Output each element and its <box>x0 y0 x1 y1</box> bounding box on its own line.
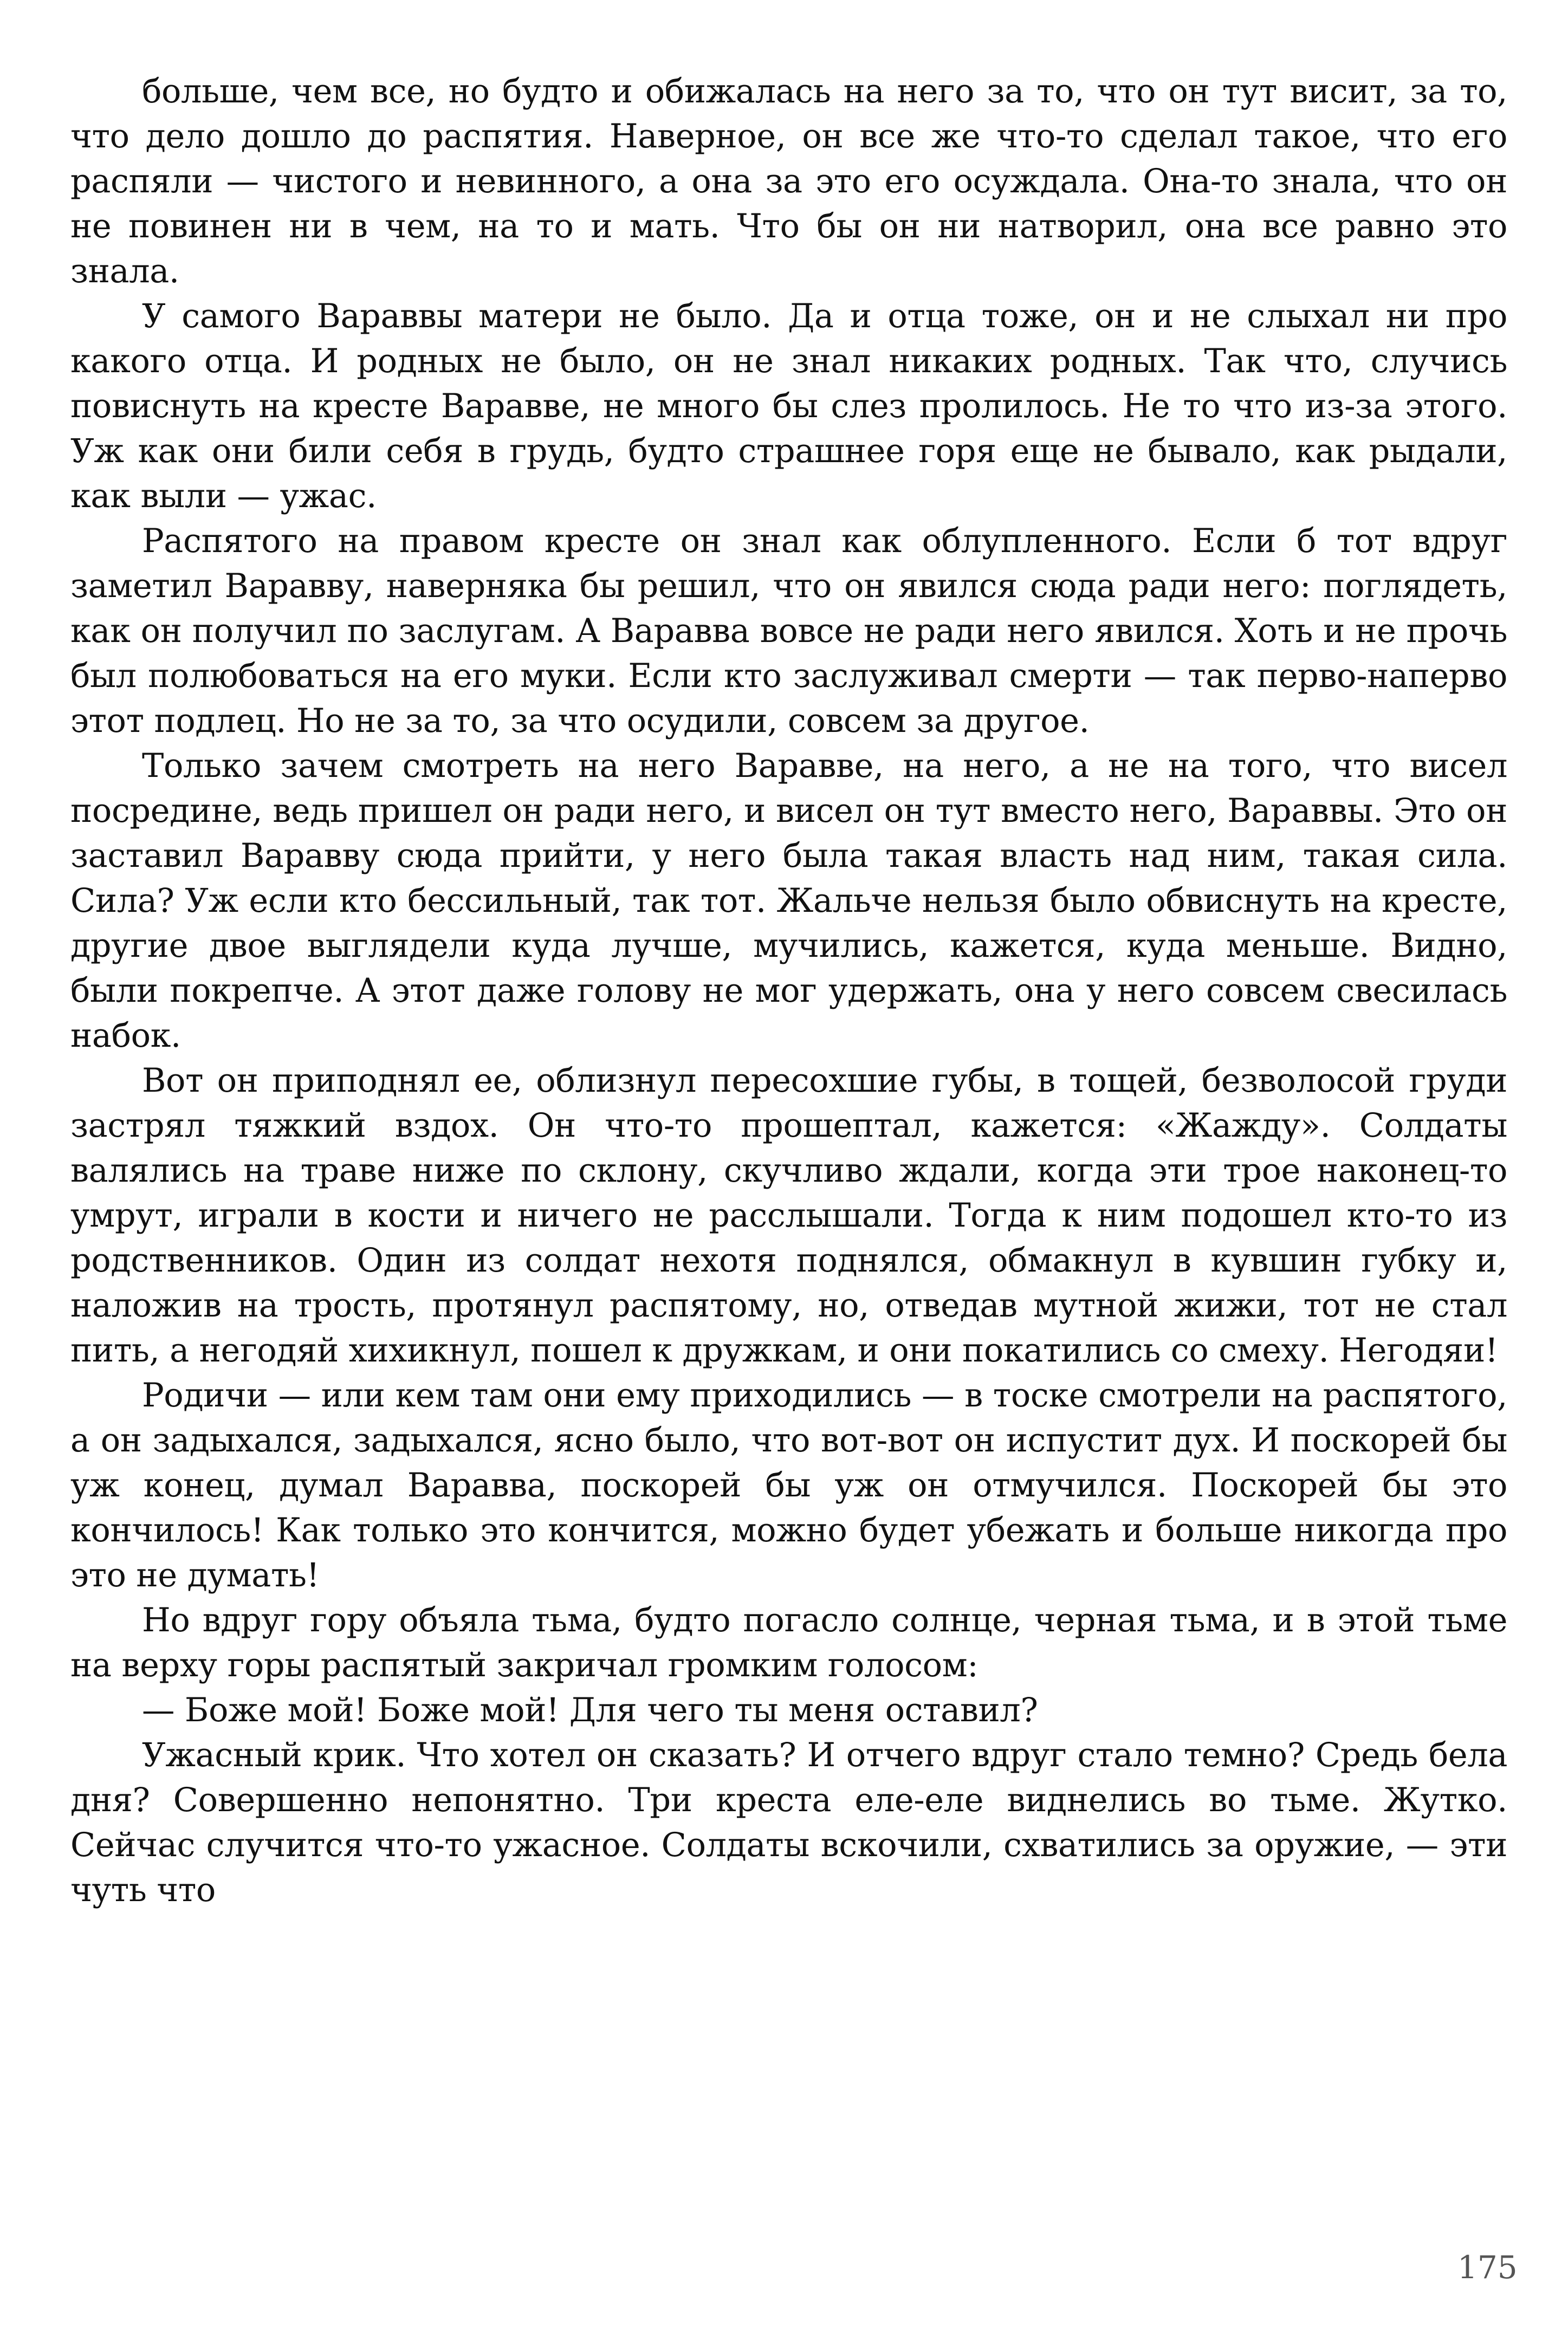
paragraph-4: Только зачем смотреть на него Варавве, на него, а не на того, что висел посредине, ведь пришел он ради него, и висел он тут вместо него, Вараввы. Это он заставил Варавву сюда прийти, у него была такая власть над ним, такая сила. Сила? Уж если кто бессильный, так тот. Жальче нельзя было обвиснуть на кресте, другие двое выглядели куда лучше, мучились, кажется, куда меньше. Видно, были покрепче. А этот даже голову не мог удержать, она у него совсем свесилась набок. <box>70 747 1507 1055</box>
paragraph-8-dialogue: — Боже мой! Боже мой! Для чего ты меня оставил? <box>142 1691 1038 1729</box>
paragraph-9: Ужасный крик. Что хотел он сказать? И отчего вдруг стало темно? Средь бела дня? Совершенно непонятно. Три креста еле-еле виднелись во тьме. Жутко. Сейчас случится что-то ужасное. Солдаты вскочили, схватились за оружие, — эти чуть что <box>70 1736 1507 1909</box>
paragraph-2: У самого Вараввы матери не было. Да и отца тоже, он и не слыхал ни про какого отца. И родных не было, он не знал никаких родных. Так что, случись повиснуть на кресте Варавве, не много бы слез пролилось. Не то что из-за этого. Уж как они били себя в грудь, будто страшнее горя еще не бывало, как рыдали, как выли — ужас. <box>70 297 1507 515</box>
paragraph-1: больше, чем все, но будто и обижалась на него за то, что он тут висит, за то, что дело дошло до распятия. Наверное, он все же что-то сделал такое, что его распяли — чистого и невинного, а она за это его осуждала. Она-то знала, что он не повинен ни в чем, на то и мать. Что бы он ни натворил, она все равно это знала. <box>70 73 1507 290</box>
page-number: 175 <box>1457 2249 1518 2286</box>
paragraph-7: Но вдруг гору объяла тьма, будто погасло солнце, черная тьма, и в этой тьме на верху горы распятый закричал громким голосом: <box>70 1602 1507 1684</box>
paragraph-6: Родичи — или кем там они ему приходились — в тоске смотрели на распятого, а он задыхался, задыхался, ясно было, что вот-вот он испустит дух. И поскорей бы уж конец, думал Варавва, поскорей бы уж он отмучился. Поскорей бы это кончилось! Как только это кончится, можно будет убежать и больше никогда про это не думать! <box>70 1377 1507 1594</box>
paragraph-5: Вот он приподнял ее, облизнул пересохшие губы, в тощей, безволосой груди застрял тяжкий вздох. Он что-то прошептал, кажется: «Жажду». Солдаты валялись на траве ниже по склону, скучливо ждали, когда эти трое наконец-то умрут, играли в кости и ничего не расслышали. Тогда к ним подошел кто-то из родственников. Один из солдат нехотя поднялся, обмакнул в кувшин губку и, наложив на трость, протянул распятому, но, отведав мутной жижи, тот не стал пить, а негодяй хихикнул, пошел к дружкам, и они покатились со смеху. Негодяи! <box>70 1062 1507 1370</box>
body-text <box>70 69 1507 1913</box>
paragraph-3: Распятого на правом кресте он знал как облупленного. Если б тот вдруг заметил Варавву, наверняка бы решил, что он явился сюда ради него: поглядеть, как он получил по заслугам. А Варавва вовсе не ради него явился. Хоть и не прочь был полюбоваться на его муки. Если кто заслуживал смерти — так перво-наперво этот подлец. Но не за то, за что осудили, совсем за другое. <box>70 522 1507 740</box>
